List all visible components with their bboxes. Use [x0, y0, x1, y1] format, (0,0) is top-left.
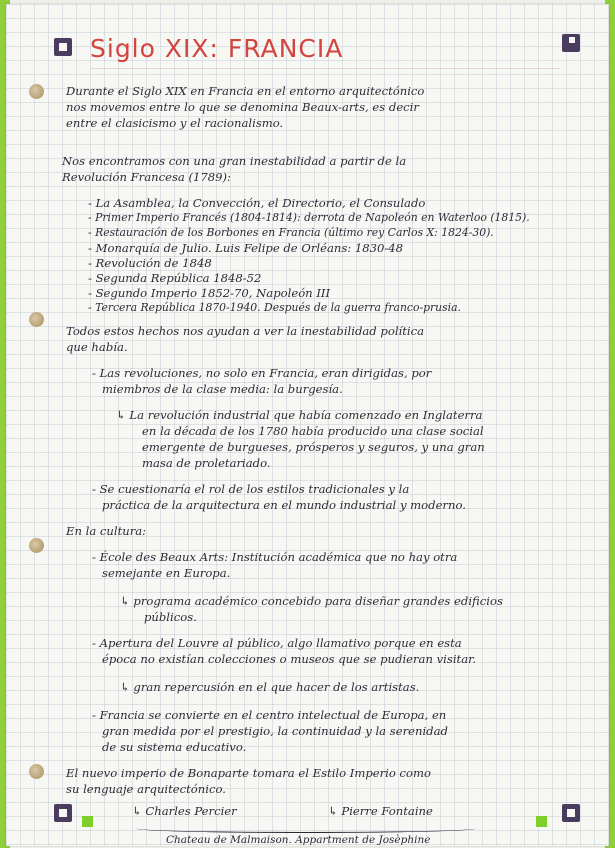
intro-line: nos movemos entre lo que se denomina Beaux-arts, es decir — [66, 100, 419, 114]
ecole-line: semejante en Europa. — [102, 566, 231, 580]
bonaparte-line: su lenguaje arquitectónico. — [66, 782, 226, 796]
corner-mark-icon — [562, 34, 580, 52]
brace-connector — [136, 824, 476, 833]
francia-line: gran medida por el prestigio, la continuidad y la serenidad — [102, 724, 448, 738]
intro-line: entre el clasicismo y el racionalismo. — [66, 116, 284, 130]
programa-line: públicos. — [144, 610, 197, 624]
corner-mark-icon — [562, 804, 580, 822]
architect-name: ↳ Charles Percier — [132, 804, 237, 818]
period-item: - Segundo Imperio 1852-70, Napoleón III — [88, 286, 331, 300]
title-divider — [90, 68, 560, 69]
architect-name: ↳ Pierre Fontaine — [328, 804, 433, 818]
hechos-line: que había. — [66, 340, 128, 354]
revoluciones-line: - Las revoluciones, no solo en Francia, eran dirigidas, por — [92, 366, 432, 380]
programa-line: ↳ programa académico concebido para diseñar grandes edificios — [120, 594, 503, 608]
caption: Chateau de Malmaison. Appartment de Josèphine — [166, 834, 431, 846]
revoluciones-line: miembros de la clase media: la burgesía. — [102, 382, 343, 396]
inestabilidad-line: Nos encontramos con una gran inestabilidad a partir de la — [62, 154, 407, 168]
industrial-line: masa de proletariado. — [142, 456, 271, 470]
punch-hole — [29, 538, 44, 553]
punch-hole — [29, 84, 44, 99]
louvre-line: - Apertura del Louvre al público, algo llamativo porque en esta — [92, 636, 462, 650]
industrial-line: en la década de los 1780 había producido una clase social — [142, 424, 484, 438]
period-item: - Monarquía de Julio. Luis Felipe de Orléans: 1830-48 — [88, 241, 404, 255]
page-title: Siglo XIX: FRANCIA — [90, 34, 344, 63]
period-item: - Revolución de 1848 — [88, 256, 212, 270]
corner-mark-icon — [54, 38, 72, 56]
inestabilidad-line: Revolución Francesa (1789): — [62, 170, 231, 184]
cuestionaria-line: práctica de la arquitectura en el mundo industrial y moderno. — [102, 498, 466, 512]
repercusion-line: ↳ gran repercusión en el que hacer de los artistas. — [120, 680, 420, 694]
industrial-line: emergente de burgueses, prósperos y seguros, y una gran — [142, 440, 485, 454]
period-item: - Tercera República 1870-1940. Después de la guerra franco-prusia. — [88, 301, 461, 314]
louvre-line: época no existían colecciones o museos que se pudieran visitar. — [102, 652, 477, 666]
francia-line: - Francia se convierte en el centro intelectual de Europa, en — [92, 708, 447, 722]
ecole-line: - École des Beaux Arts: Institución académica que no hay otra — [92, 550, 458, 564]
hechos-line: Todos estos hechos nos ayudan a ver la inestabilidad política — [66, 324, 425, 338]
period-item: - La Asamblea, la Convección, el Directorio, el Consulado — [88, 196, 426, 210]
punch-hole — [29, 312, 44, 327]
bonaparte-line: El nuevo imperio de Bonaparte tomara el Estilo Imperio como — [66, 766, 432, 780]
cuestionaria-line: - Se cuestionaría el rol de los estilos tradicionales y la — [92, 482, 410, 496]
period-item: - Primer Imperio Francés (1804-1814): derrota de Napoleón en Waterloo (1815). — [88, 211, 530, 224]
green-square-icon — [536, 816, 547, 827]
period-item: - Restauración de los Borbones en Francia (último rey Carlos X: 1824-30). — [88, 226, 494, 239]
industrial-line: ↳ La revolución industrial que había comenzado en Inglaterra — [116, 408, 483, 422]
green-square-icon — [82, 816, 93, 827]
cultura-heading: En la cultura: — [66, 524, 147, 538]
corner-mark-icon — [54, 804, 72, 822]
intro-line: Durante el Siglo XIX en Francia en el entorno arquitectónico — [66, 84, 425, 98]
punch-hole — [29, 764, 44, 779]
notebook-page — [6, 4, 609, 846]
francia-line: de su sistema educativo. — [102, 740, 247, 754]
period-item: - Segunda República 1848-52 — [88, 271, 262, 285]
